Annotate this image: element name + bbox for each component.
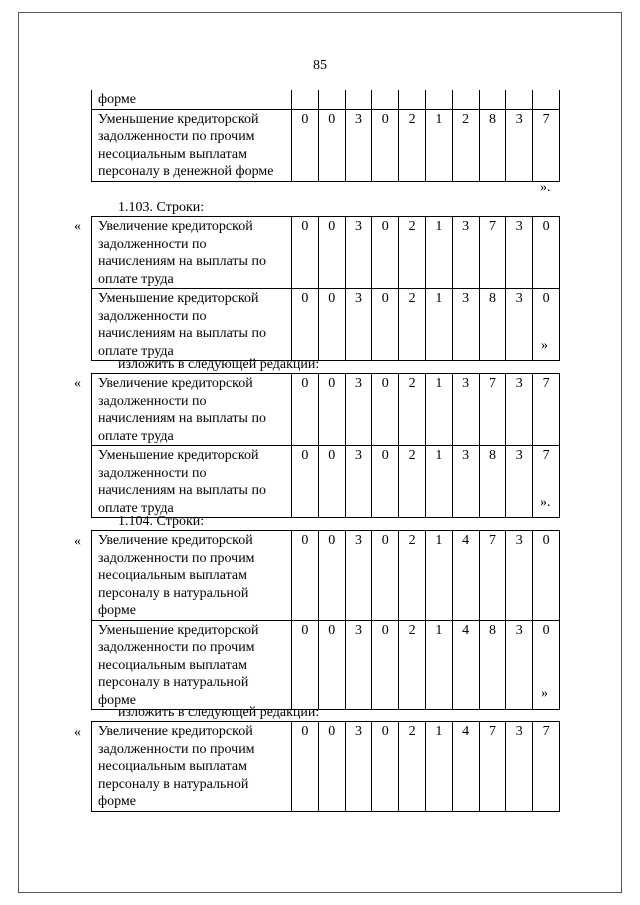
code-digit-cell: 0 [372, 374, 399, 446]
code-digit-cell: 0 [533, 289, 560, 361]
code-digit-cell: 3 [452, 217, 479, 289]
codes-table [91, 216, 560, 361]
table-row [92, 722, 560, 812]
table-block-1-103 [91, 216, 550, 361]
code-digit-cell: 0 [292, 620, 319, 710]
table-block-new-1-104 [91, 721, 550, 812]
code-digit-cell: 1 [425, 446, 452, 518]
code-digit-cell: 3 [506, 217, 533, 289]
code-digit-cell: 0 [318, 620, 345, 710]
row-label: Уменьшение кредиторской задолженности по прочим несоциальным выплатам персоналу в натуральной форме [92, 620, 292, 710]
code-digit-cell: 0 [318, 109, 345, 181]
code-digit-cell: 7 [533, 722, 560, 812]
code-digit-cell: 0 [318, 374, 345, 446]
code-digit-cell: 2 [399, 109, 426, 181]
code-digit-cell: 0 [533, 531, 560, 621]
code-digit-cell: 3 [506, 446, 533, 518]
row-label: Уменьшение кредиторской задолженности по прочим несоциальным выплатам персоналу в денежной форме [92, 109, 292, 181]
code-digit-cell [372, 90, 399, 109]
code-digit-cell: 0 [292, 722, 319, 812]
code-digit-cell: 2 [399, 289, 426, 361]
table-row [92, 620, 560, 710]
open-quote: « [74, 534, 81, 549]
code-digit-cell: 3 [345, 722, 372, 812]
code-digit-cell: 3 [506, 531, 533, 621]
code-digit-cell: 3 [452, 289, 479, 361]
row-label: форме [92, 90, 292, 109]
table-row [92, 90, 560, 109]
row-label: Увеличение кредиторской задолженности по начислениям на выплаты по оплате труда [92, 217, 292, 289]
code-digit-cell: 7 [479, 217, 506, 289]
code-digit-cell: 7 [533, 109, 560, 181]
code-digit-cell [345, 90, 372, 109]
code-digit-cell: 0 [292, 446, 319, 518]
page-number: 85 [313, 58, 327, 73]
code-digit-cell: 3 [506, 374, 533, 446]
new-wording-heading: изложить в следующей редакции: [118, 357, 320, 372]
code-digit-cell: 2 [399, 217, 426, 289]
code-digit-cell: 7 [479, 531, 506, 621]
open-quote: « [74, 376, 81, 391]
code-digit-cell: 2 [399, 446, 426, 518]
code-digit-cell: 0 [533, 620, 560, 710]
code-digit-cell: 0 [318, 722, 345, 812]
code-digit-cell [399, 90, 426, 109]
code-digit-cell [425, 90, 452, 109]
open-quote: « [74, 219, 81, 234]
codes-table [91, 373, 560, 518]
code-digit-cell: 0 [372, 531, 399, 621]
close-quote: » [541, 686, 548, 701]
code-digit-cell: 0 [292, 289, 319, 361]
close-quote: ». [540, 180, 551, 195]
code-digit-cell [292, 90, 319, 109]
code-digit-cell: 0 [372, 289, 399, 361]
close-quote: » [541, 338, 548, 353]
code-digit-cell: 1 [425, 620, 452, 710]
table-row [92, 217, 560, 289]
code-digit-cell: 0 [292, 217, 319, 289]
row-label: Увеличение кредиторской задолженности по прочим несоциальным выплатам персоналу в натуральной форме [92, 722, 292, 812]
code-digit-cell [318, 90, 345, 109]
row-label: Уменьшение кредиторской задолженности по начислениям на выплаты по оплате труда [92, 446, 292, 518]
code-digit-cell: 1 [425, 531, 452, 621]
new-wording-heading: изложить в следующей редакции: [118, 705, 320, 720]
row-label: Уменьшение кредиторской задолженности по начислениям на выплаты по оплате труда [92, 289, 292, 361]
code-digit-cell: 0 [372, 217, 399, 289]
code-digit-cell: 0 [292, 109, 319, 181]
code-digit-cell: 3 [345, 109, 372, 181]
code-digit-cell: 3 [452, 374, 479, 446]
close-quote: ». [540, 495, 551, 510]
row-label: Увеличение кредиторской задолженности по прочим несоциальным выплатам персоналу в натуральной форме [92, 531, 292, 621]
code-digit-cell [506, 90, 533, 109]
codes-table [91, 90, 560, 182]
open-quote: « [74, 725, 81, 740]
code-digit-cell: 7 [479, 722, 506, 812]
code-digit-cell: 0 [372, 109, 399, 181]
table-block-1-104 [91, 530, 550, 710]
code-digit-cell: 7 [533, 446, 560, 518]
code-digit-cell: 1 [425, 289, 452, 361]
table-row [92, 374, 560, 446]
code-digit-cell: 3 [506, 109, 533, 181]
code-digit-cell: 3 [345, 620, 372, 710]
table-row [92, 289, 560, 361]
code-digit-cell: 0 [292, 531, 319, 621]
code-digit-cell: 1 [425, 722, 452, 812]
code-digit-cell [452, 90, 479, 109]
code-digit-cell: 2 [399, 620, 426, 710]
code-digit-cell: 8 [479, 289, 506, 361]
code-digit-cell: 0 [318, 217, 345, 289]
code-digit-cell: 0 [372, 620, 399, 710]
code-digit-cell: 3 [345, 531, 372, 621]
code-digit-cell: 4 [452, 620, 479, 710]
code-digit-cell: 3 [345, 446, 372, 518]
code-digit-cell: 0 [318, 531, 345, 621]
code-digit-cell: 4 [452, 531, 479, 621]
code-digit-cell: 3 [506, 722, 533, 812]
code-digit-cell [533, 90, 560, 109]
code-digit-cell: 1 [425, 374, 452, 446]
code-digit-cell: 8 [479, 620, 506, 710]
code-digit-cell: 0 [318, 289, 345, 361]
code-digit-cell: 7 [533, 374, 560, 446]
codes-table [91, 721, 560, 812]
code-digit-cell: 2 [399, 374, 426, 446]
section-heading-1-104: 1.104. Строки: [118, 514, 205, 529]
code-digit-cell: 4 [452, 722, 479, 812]
code-digit-cell: 1 [425, 109, 452, 181]
code-digit-cell: 3 [345, 217, 372, 289]
table-row [92, 446, 560, 518]
code-digit-cell: 1 [425, 217, 452, 289]
code-digit-cell: 2 [399, 531, 426, 621]
row-label: Увеличение кредиторской задолженности по начислениям на выплаты по оплате труда [92, 374, 292, 446]
code-digit-cell: 0 [533, 217, 560, 289]
table-row [92, 531, 560, 621]
table-block-continuation [91, 90, 550, 182]
code-digit-cell: 0 [372, 446, 399, 518]
code-digit-cell: 0 [372, 722, 399, 812]
code-digit-cell: 3 [506, 289, 533, 361]
code-digit-cell: 3 [345, 374, 372, 446]
table-block-new-1-103 [91, 373, 550, 518]
codes-table [91, 530, 560, 710]
code-digit-cell: 8 [479, 446, 506, 518]
code-digit-cell: 3 [506, 620, 533, 710]
code-digit-cell: 2 [399, 722, 426, 812]
code-digit-cell: 2 [452, 109, 479, 181]
code-digit-cell: 8 [479, 109, 506, 181]
code-digit-cell: 3 [345, 289, 372, 361]
code-digit-cell: 7 [479, 374, 506, 446]
code-digit-cell: 3 [452, 446, 479, 518]
code-digit-cell: 0 [318, 446, 345, 518]
code-digit-cell [479, 90, 506, 109]
table-row [92, 109, 560, 181]
code-digit-cell: 0 [292, 374, 319, 446]
section-heading-1-103: 1.103. Строки: [118, 200, 205, 215]
